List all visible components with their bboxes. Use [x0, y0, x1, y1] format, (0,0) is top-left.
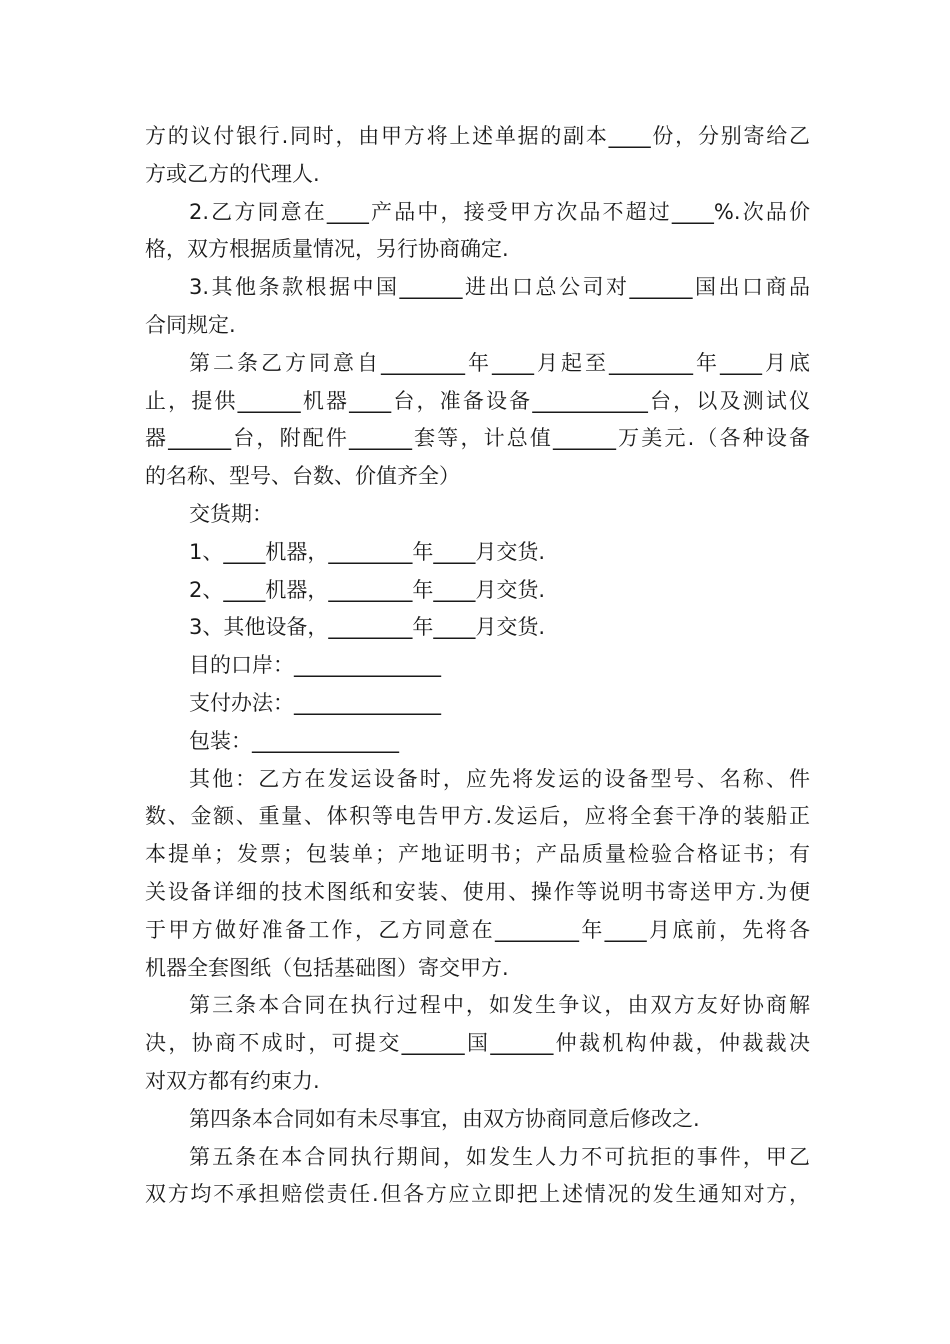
text-line-18: 其他：乙方在发运设备时，应先将发运的设备型号、名称、件: [189, 766, 810, 791]
text-line-13: 2、____机器，________年____月交货.: [189, 577, 546, 602]
text-line-1: 方的议付银行.同时，由甲方将上述单据的副本____份，分别寄给乙: [145, 124, 810, 148]
text-line-8: 止，提供______机器____台，准备设备___________台，以及测试仪: [145, 388, 810, 413]
text-line-3: 2.乙方同意在____产品中，接受甲方次品不超过____%.次品价: [189, 199, 810, 224]
text-line-5: 3.其他条款根据中国______进出口总公司对______国出口商品: [189, 275, 810, 300]
text-line-20: 本提单；发票；包装单；产地证明书；产品质量检验合格证书；有: [145, 842, 810, 867]
text-line-21: 关设备详细的技术图纸和安装、使用、操作等说明书寄送甲方.为便: [145, 879, 810, 904]
text-line-19: 数、金额、重量、体积等电告甲方.发运后，应将全套干净的装船正: [145, 804, 810, 829]
text-line-24: 第三条本合同在执行过程中，如发生争议，由双方友好协商解: [189, 993, 810, 1018]
text-line-4: 格，双方根据质量情况，另行协商确定.: [145, 237, 509, 262]
text-line-7: 第二条乙方同意自________年____月起至________年____月底: [189, 350, 810, 375]
text-line-6: 合同规定.: [145, 312, 236, 337]
text-line-25: 决，协商不成时，可提交______国______仲裁机构仲裁，仲裁裁决: [145, 1031, 810, 1056]
text-line-29: 双方均不承担赔偿责任.但各方应立即把上述情况的发生通知对方，: [145, 1182, 810, 1207]
text-line-27: 第四条本合同如有未尽事宜，由双方协商同意后修改之.: [189, 1106, 700, 1131]
text-line-12: 1、____机器，________年____月交货.: [189, 539, 546, 564]
text-line-10: 的名称、型号、台数、价值齐全）: [145, 464, 460, 489]
text-line-11: 交货期：: [189, 501, 273, 526]
text-line-26: 对双方都有约束力.: [145, 1068, 320, 1093]
text-line-9: 器______台，附配件______套等，计总值______万美元.（各种设备: [145, 426, 810, 451]
text-line-14: 3、其他设备，________年____月交货.: [189, 615, 546, 640]
contract-body: [145, 118, 810, 1214]
text-line-22: 于甲方做好准备工作，乙方同意在________年____月底前，先将各: [145, 917, 810, 942]
text-line-17: 包装：______________: [189, 728, 399, 753]
text-line-16: 支付办法：______________: [189, 690, 441, 715]
text-line-23: 机器全套图纸（包括基础图）寄交甲方.: [145, 955, 509, 980]
text-line-15: 目的口岸：______________: [189, 653, 441, 678]
text-line-28: 第五条在本合同执行期间，如发生人力不可抗拒的事件，甲乙: [189, 1144, 810, 1169]
text-line-2: 方或乙方的代理人.: [145, 161, 320, 186]
